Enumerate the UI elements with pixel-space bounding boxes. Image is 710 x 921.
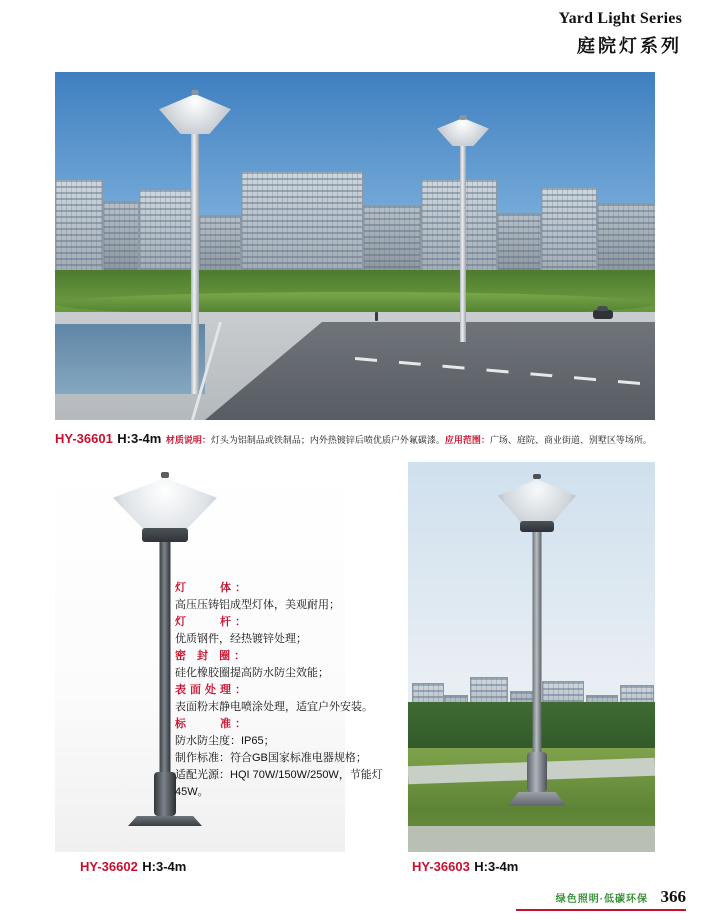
spec-item — [175, 682, 400, 716]
spec-item — [175, 716, 400, 801]
header-title-en: Yard Light Series — [558, 10, 682, 27]
spec-line: 防水防尘度：IP65； — [175, 735, 275, 747]
caption-row-36603 — [412, 858, 518, 876]
spec-line: 制作标准：符合GB国家标准电器规格； — [175, 752, 367, 764]
footer-slogan: 绿色照明·低碳环保 — [555, 894, 649, 905]
spec-line: 硅化橡胶圈提高防水防尘效能； — [175, 667, 329, 679]
product-code-1: HY-36601 — [55, 431, 113, 446]
spec-title: 表面处理： — [175, 684, 250, 696]
spec-list — [175, 580, 400, 801]
caption-row-1 — [55, 430, 675, 448]
page-footer — [556, 887, 686, 907]
photo-car — [593, 310, 613, 319]
header-title-cn: 庭院灯系列 — [577, 36, 682, 56]
material-label: 材质说明： — [165, 435, 211, 445]
lamp-36603 — [492, 474, 582, 830]
application-label: 应用范围： — [444, 435, 490, 445]
page-number: 366 — [660, 887, 686, 906]
photo-pedestrian — [375, 312, 378, 321]
material-text: 灯头为铝制品或铁制品；内外热镀锌后喷优质户外氟碳漆。 — [210, 435, 445, 445]
spec-title: 密 封 圈： — [175, 650, 250, 662]
spec-title: 灯 体： — [175, 582, 250, 594]
product-code-3: HY-36603 — [412, 859, 470, 874]
product-photo-36603 — [408, 462, 655, 852]
caption-row-36602 — [80, 858, 186, 876]
photo-cityscape — [55, 167, 655, 277]
product-size-1: H:3-4m — [117, 431, 162, 446]
spec-line: 表面粉末静电喷涂处理，适宜户外安装。 — [175, 701, 373, 713]
spec-line: 高压压铸铝成型灯体，美观耐用； — [175, 599, 340, 611]
footer-rule — [516, 909, 686, 911]
product-code-2: HY-36602 — [80, 859, 138, 874]
spec-title: 灯 杆： — [175, 616, 250, 628]
product-size-2: H:3-4m — [142, 859, 187, 874]
photo-lamp-right — [433, 118, 493, 348]
spec-item — [175, 648, 400, 682]
spec-title: 标 准： — [175, 718, 250, 730]
page-header — [559, 10, 682, 58]
product-size-3: H:3-4m — [474, 859, 519, 874]
spec-item — [175, 580, 400, 614]
spec-line: 适配光源：HQI 70W/150W/250W，节能灯45W。 — [175, 769, 383, 798]
photo-lamp-left — [155, 94, 235, 394]
spec-item — [175, 614, 400, 648]
spec-line: 优质钢件，经热镀锌处理； — [175, 633, 307, 645]
application-text: 广场、庭院、商业街道、别墅区等场所。 — [489, 435, 652, 445]
product-photo-main — [55, 72, 655, 420]
